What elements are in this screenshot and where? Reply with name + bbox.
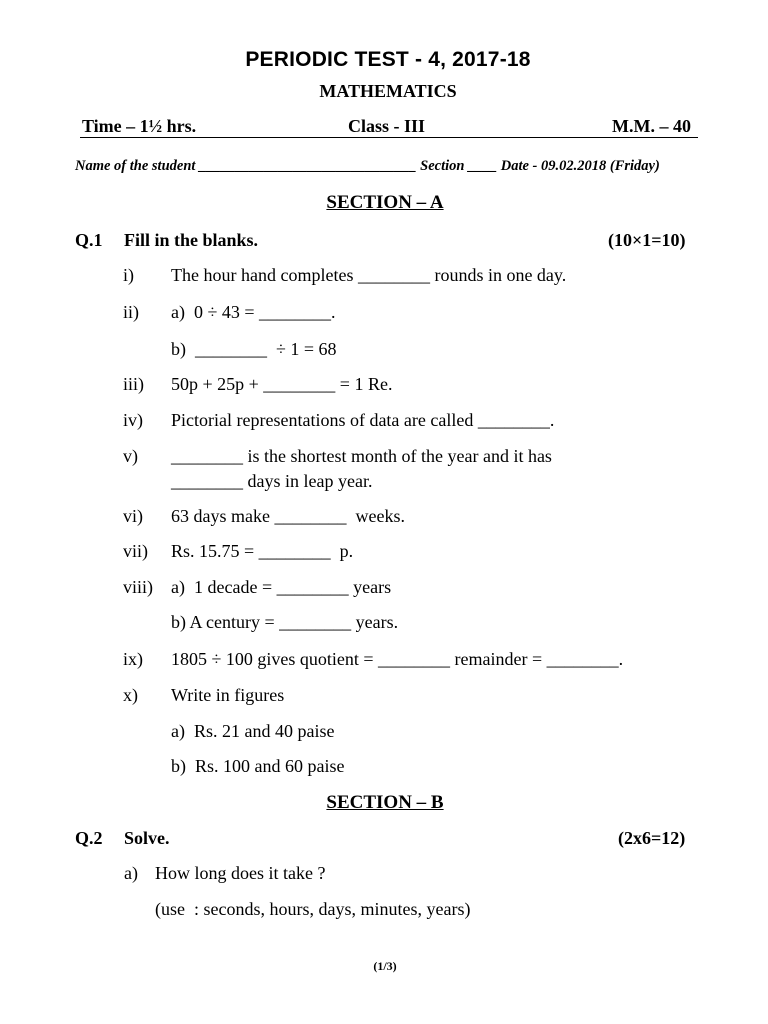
item-text: 1805 ÷ 100 gives quotient = ________ remainder = ________.	[171, 649, 624, 669]
item-text: Pictorial representations of data are called ________.	[171, 410, 555, 430]
item-text: a) Rs. 21 and 40 paise	[171, 721, 335, 741]
item-number: ii)	[123, 302, 139, 322]
item-text: 50p + 25p + ________ = 1 Re.	[171, 374, 393, 394]
item-text: b) Rs. 100 and 60 paise	[171, 756, 345, 776]
question-number: Q.2	[75, 828, 103, 848]
item-number: vii)	[123, 541, 148, 561]
item-text: b) ________ ÷ 1 = 68	[171, 339, 337, 359]
question-marks: (2x6=12)	[618, 828, 686, 848]
max-marks-label: M.M. – 40	[612, 116, 691, 136]
item-number: i)	[123, 265, 134, 285]
page-number: (1/3)	[373, 959, 397, 973]
item-number: x)	[123, 685, 138, 705]
part-text: How long does it take ?	[155, 863, 326, 883]
item-text: a) 0 ÷ 43 = ________.	[171, 302, 336, 322]
question-title: Fill in the blanks.	[124, 230, 259, 250]
item-number: iv)	[123, 410, 143, 430]
item-text: a) 1 decade = ________ years	[171, 577, 392, 597]
class-label: Class - III	[348, 116, 426, 136]
subject-title: MATHEMATICS	[319, 81, 457, 101]
item-text: ________ days in leap year.	[171, 471, 373, 491]
question-number: Q.1	[75, 230, 103, 250]
hint-text: (use : seconds, hours, days, minutes, years)	[155, 899, 471, 919]
time-label: Time – 1½ hrs.	[82, 116, 197, 136]
item-text: Rs. 15.75 = ________ p.	[171, 541, 354, 561]
item-text: Write in figures	[171, 685, 285, 705]
item-number: viii)	[123, 577, 153, 597]
test-title: PERIODIC TEST - 4, 2017-18	[245, 48, 531, 71]
student-details-line: Name of the student ______________________________ Section ____ Date - 09.02.2018 (Friday)	[75, 158, 660, 174]
item-number: ix)	[123, 649, 143, 669]
item-text: The hour hand completes ________ rounds in one day.	[171, 265, 567, 285]
item-number: v)	[123, 446, 138, 466]
item-text: ________ is the shortest month of the year and it has	[171, 446, 552, 466]
item-number: iii)	[123, 374, 144, 394]
question-marks: (10×1=10)	[608, 230, 686, 250]
item-text: 63 days make ________ weeks.	[171, 506, 405, 526]
item-text: b) A century = ________ years.	[171, 612, 399, 632]
question-title: Solve.	[124, 828, 170, 848]
item-number: vi)	[123, 506, 143, 526]
section-b-heading: SECTION – B	[326, 792, 444, 813]
header-divider	[80, 137, 698, 138]
section-a-heading: SECTION – A	[326, 192, 444, 213]
part-label: a)	[124, 863, 138, 883]
